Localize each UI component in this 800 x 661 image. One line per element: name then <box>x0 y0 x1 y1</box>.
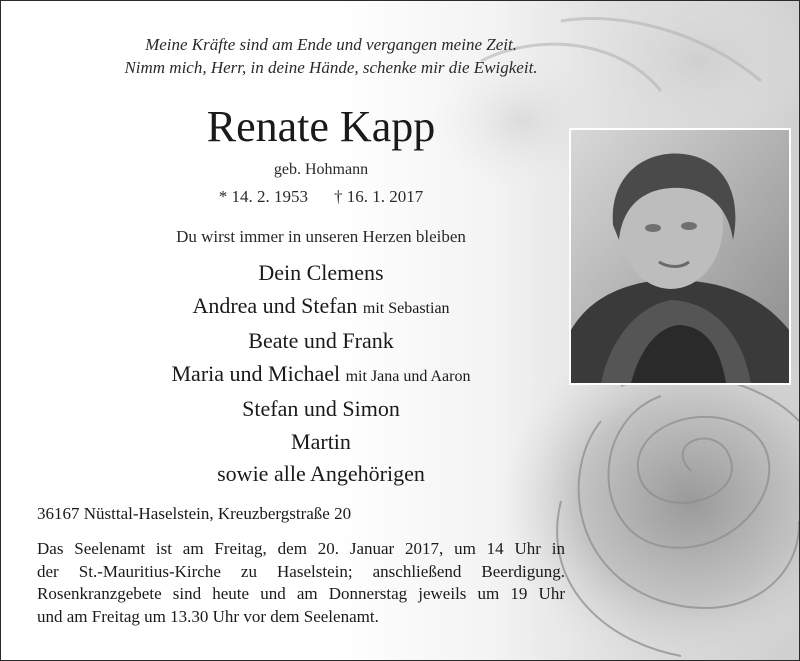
notice-line: Das Seelenamt ist am Freitag, dem 20. Januar 2017, um 14 Uhr in <box>37 539 565 558</box>
portrait-photo <box>569 128 791 385</box>
verse <box>1 33 661 79</box>
mourner-line <box>91 393 551 426</box>
mourner-line <box>91 458 551 491</box>
mourners-list <box>91 257 551 491</box>
mourner-line <box>91 426 551 459</box>
mourner-extra: mit Sebastian <box>362 299 450 317</box>
death-date: † 16. 1. 2017 <box>334 187 424 206</box>
mourner-line <box>91 290 551 326</box>
mourner-name: Maria und Michael <box>171 360 341 386</box>
notice-line: Rosenkranzgebete sind heute und am Donnerstag jeweils um 19 Uhr <box>37 584 565 603</box>
notice-line: der St.-Mauritius-Kirche zu Haselstein; anschließend Beerdigung. <box>37 561 565 581</box>
verse-line-1: Meine Kräfte sind am Ende und vergangen meine Zeit. <box>145 35 517 54</box>
birth-name: geb. Hohmann <box>273 161 369 178</box>
mourner-name: sowie alle Angehörigen <box>217 461 425 486</box>
notice-line: und am Freitag um 13.30 Uhr vor dem Seelenamt. <box>37 606 379 626</box>
mourner-name: Andrea und Stefan <box>192 292 358 318</box>
mourner-name: Dein Clemens <box>258 260 384 285</box>
mourner-name: Stefan und Simon <box>242 396 400 421</box>
mourner-name: Beate und Frank <box>248 328 394 353</box>
verse-line-2: Nimm mich, Herr, in deine Hände, schenke mir die Ewigkeit. <box>124 58 538 77</box>
birth-date: * 14. 2. 1953 <box>218 187 308 206</box>
address: 36167 Nüsttal-Haselstein, Kreuzbergstraße 20 <box>37 504 352 523</box>
funeral-notice <box>37 538 565 628</box>
mourner-extra: mit Jana und Aaron <box>345 367 471 385</box>
motto: Du wirst immer in unseren Herzen bleiben <box>176 227 466 246</box>
mourner-line <box>91 325 551 358</box>
mourner-line <box>91 257 551 290</box>
deceased-name: Renate Kapp <box>206 102 436 151</box>
mourner-line <box>91 358 551 394</box>
life-dates <box>171 187 471 207</box>
mourner-name: Martin <box>291 428 351 454</box>
